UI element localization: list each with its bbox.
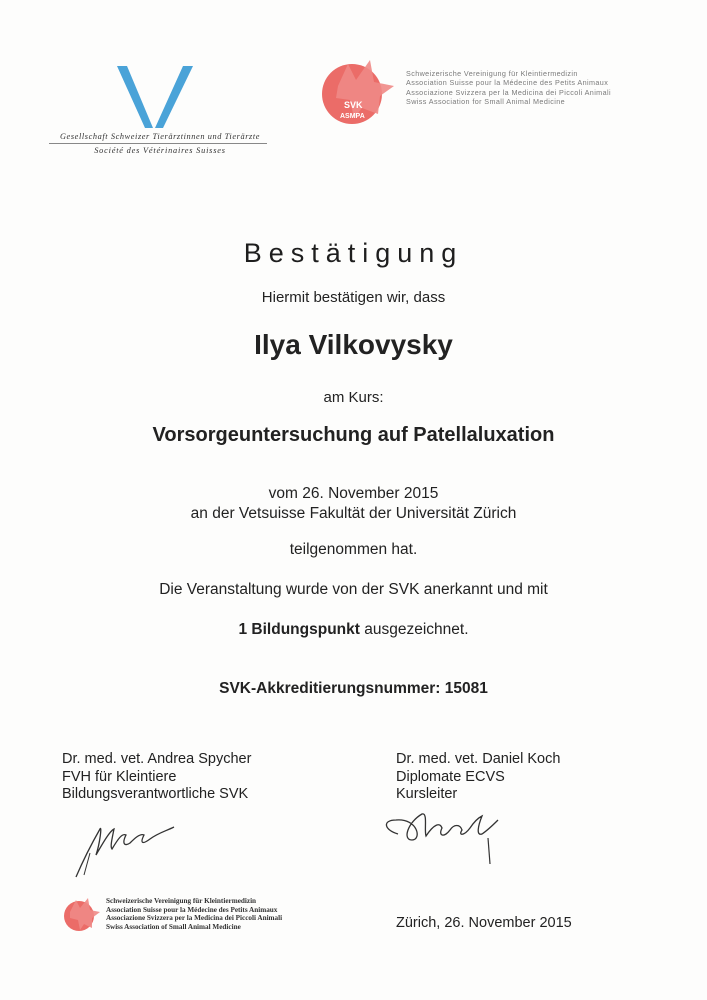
intro-text: Hiermit bestätigen wir, dass [261, 289, 446, 306]
points-value: 1 Bildungspunkt [238, 621, 360, 638]
participated-text: teilgenommen hat. [289, 541, 418, 558]
gst-v-mark-icon [117, 66, 197, 128]
gst-name-fr: Société des Vétérinaires Suisses [94, 146, 226, 155]
svk-logo-line: Swiss Association for Small Animal Medicine [406, 96, 566, 106]
svk-logo-line: Associazione Svizzera per la Medicina dei Piccoli Animali [406, 87, 611, 97]
points-text [0, 621, 707, 639]
course-venue: an der Vetsuisse Fakultät der Universität Zürich [190, 505, 517, 522]
svk-footer-line: Associazione Svizzera per la Medicina dei Piccoli Animali [106, 914, 283, 923]
svk-footer-logo-icon [62, 896, 102, 932]
signatory-left-title: FVH für Kleintiere [62, 768, 177, 785]
signatory-right-title: Diplomate ECVS [396, 768, 505, 785]
place-date: Zürich, 26. November 2015 [396, 915, 572, 931]
gst-divider [49, 143, 267, 144]
signature-right-icon [378, 800, 508, 870]
signatory-right [396, 751, 560, 804]
signature-left-icon [70, 813, 180, 883]
signatory-left [62, 751, 251, 804]
svk-logo [318, 56, 398, 126]
svk-footer-line: Swiss Association of Small Animal Medicine [106, 922, 241, 931]
signatory-right-name: Dr. med. vet. Daniel Koch [396, 751, 561, 767]
course-date: vom 26. November 2015 [268, 485, 439, 502]
recognition-text: Die Veranstaltung wurde von der SVK anerkannt und mit [159, 581, 548, 598]
svk-footer-text [106, 897, 282, 931]
participant-name: Ilya Vilkovysky [254, 329, 453, 360]
points-suffix: ausgezeichnet. [359, 621, 469, 638]
svk-badge-line2: ASMPA [340, 113, 365, 120]
svk-logo-line: Association Suisse pour la Médecine des Petits Animaux [406, 78, 609, 88]
accreditation-number: SVK-Akkreditierungsnummer: 15081 [219, 680, 488, 697]
course-title: Vorsorgeuntersuchung auf Patellaluxation [152, 424, 555, 446]
certificate-title: Bestätigung [243, 238, 464, 268]
signatory-right-role: Kursleiter [396, 786, 458, 802]
gst-logo [45, 62, 275, 162]
svk-badge-line1: SVK [344, 100, 363, 110]
course-label: am Kurs: [323, 389, 384, 406]
gst-name-de: Gesellschaft Schweizer Tierärztinnen und Tierärzte [59, 132, 261, 141]
signatory-left-name: Dr. med. vet. Andrea Spycher [62, 751, 252, 767]
svk-footer-line: Schweizerische Vereinigung für Kleintiermedizin [106, 897, 257, 905]
svk-logo-text [406, 69, 611, 106]
signatory-left-role: Bildungsverantwortliche SVK [62, 786, 249, 802]
svk-footer-line: Association Suisse pour la Médecine des Petits Animaux [106, 905, 278, 914]
svk-logo-line: Schweizerische Vereinigung für Kleintiermedizin [406, 69, 578, 78]
svk-animal-icon [318, 56, 398, 126]
